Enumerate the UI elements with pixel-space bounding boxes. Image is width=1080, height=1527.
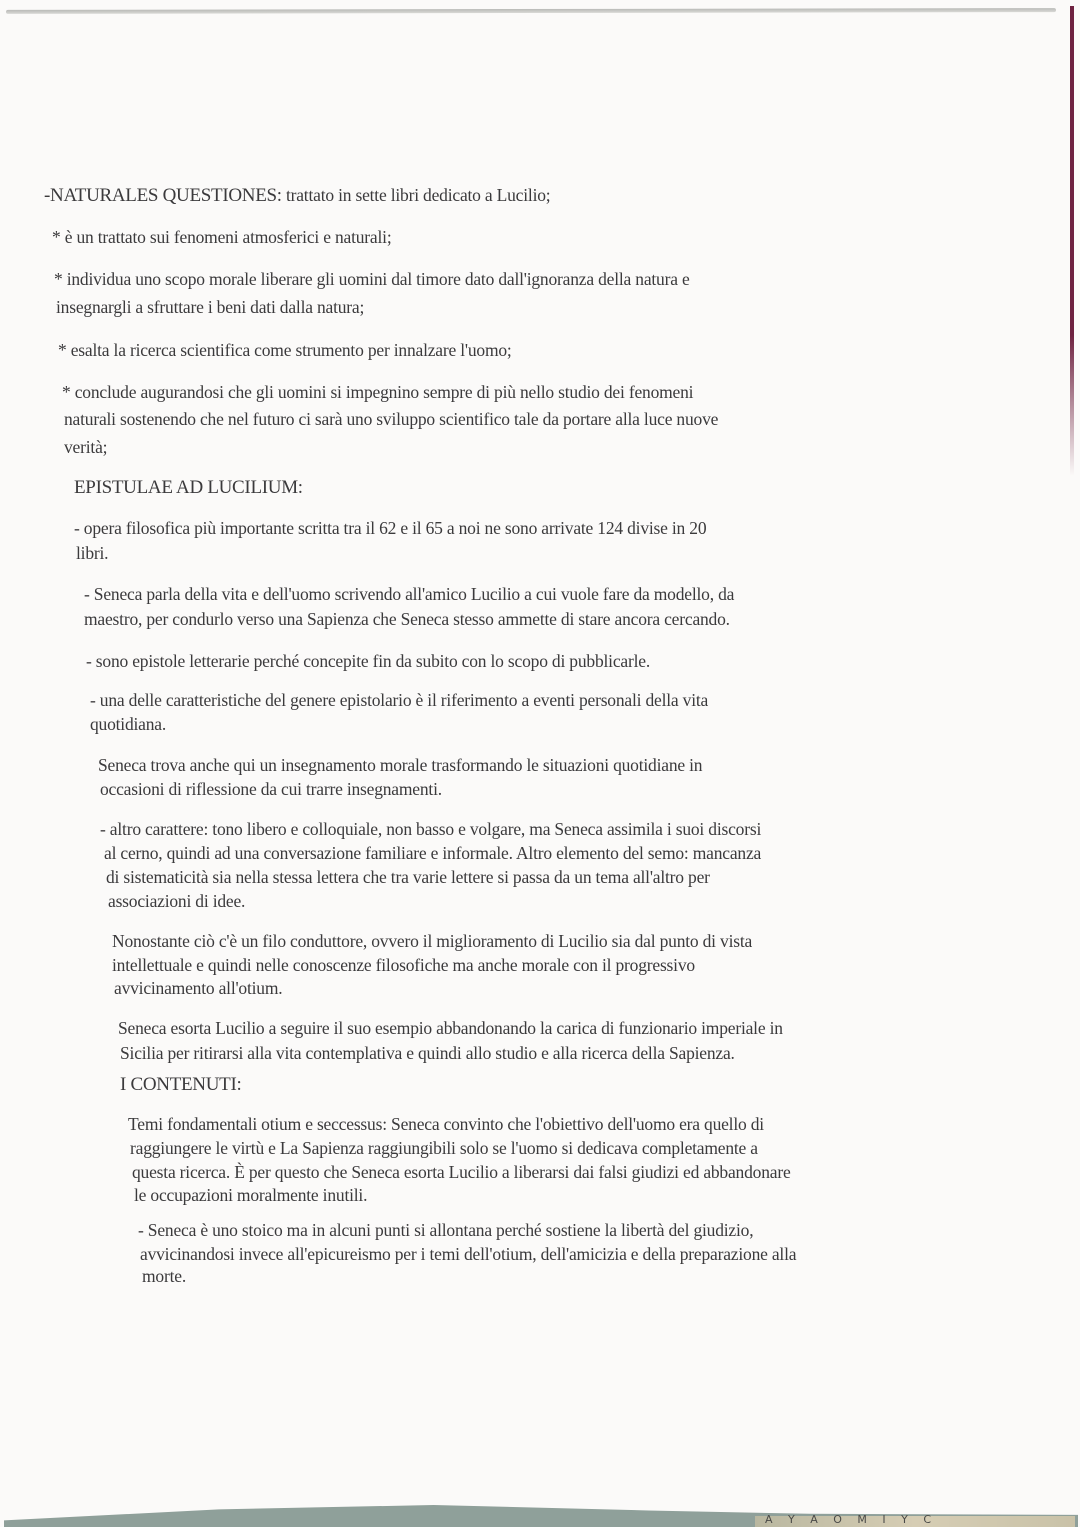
paragraph-line: insegnargli a sfruttare i beni dati dalla natura; <box>56 297 365 317</box>
underlying-page-edge <box>755 1513 1075 1527</box>
paragraph-line: quotidiana. <box>90 714 167 734</box>
paragraph-line: * individua uno scopo morale liberare gli uomini dal timore dato dall'ignoranza della natura e <box>54 269 690 289</box>
paragraph-line: - Seneca è uno stoico ma in alcuni punti si allontana perché sostiene la libertà del giudizio, <box>138 1220 754 1240</box>
paragraph-line: - altro carattere: tono libero e colloquiale, non basso e volgare, ma Seneca assimila i suoi discorsi <box>100 819 762 839</box>
section-heading: EPISTULAE AD LUCILIUM: <box>74 477 303 498</box>
paragraph-line: * esalta la ricerca scientifica come strumento per innalzare l'uomo; <box>58 340 512 360</box>
paragraph-line: associazioni di idee. <box>108 891 246 911</box>
paragraph-line: Seneca trova anche qui un insegnamento morale trasformando le situazioni quotidiane in <box>98 755 703 775</box>
paragraph-line: Sicilia per ritirarsi alla vita contemplativa e quindi allo studio e alla ricerca della Sapienza. <box>120 1043 735 1063</box>
paragraph-line: Nonostante ciò c'è un filo conduttore, ovvero il miglioramento di Lucilio sia dal punto di vista <box>112 931 753 951</box>
paragraph-line: intellettuale e quindi nelle conoscenze filosofiche ma anche morale con il progressivo <box>112 955 695 975</box>
paragraph-line: Temi fondamentali otium e seccessus: Seneca convinto che l'obiettivo dell'uomo era quello di <box>128 1114 764 1134</box>
paragraph-line: al cerno, quindi ad una conversazione familiare e informale. Altro elemento del semo: mancanza <box>104 843 762 863</box>
paragraph-line: avvicinandosi invece all'epicureismo per i temi dell'otium, dell'amicizia e della preparazione alla <box>140 1244 797 1264</box>
page-top-edge <box>6 8 1056 14</box>
paragraph-line: morte. <box>142 1266 186 1286</box>
paragraph-line: - Seneca parla della vita e dell'uomo scrivendo all'amico Lucilio a cui vuole fare da modello, da <box>84 584 735 604</box>
section-heading-desc: trattato in sette libri dedicato a Lucilio; <box>281 185 551 205</box>
paragraph-line: naturali sostenendo che nel futuro ci sarà uno sviluppo scientifico tale da portare alla luce nuove <box>64 409 719 429</box>
paragraph-line: libri. <box>76 543 109 563</box>
paragraph-line: le occupazioni moralmente inutili. <box>134 1185 368 1205</box>
section-heading: I CONTENUTI: <box>120 1074 242 1095</box>
paragraph-line: - opera filosofica più importante scritta tra il 62 e il 65 a noi ne sono arrivate 124 divise in 20 <box>74 518 707 538</box>
paragraph-line: maestro, per condurlo verso una Sapienza che Seneca stesso ammette di stare ancora cercando. <box>84 609 730 629</box>
paragraph-line: - sono epistole letterarie perché concepite fin da subito con lo scopo di pubblicarle. <box>86 651 650 671</box>
paragraph-line: * conclude augurandosi che gli uomini si impegnino sempre di più nello studio dei fenomeni <box>62 382 694 402</box>
paragraph-line: di sistematicità sia nella stessa lettera che tra varie lettere si passa da un tema all'altro per <box>106 867 710 887</box>
paragraph-line: * è un trattato sui fenomeni atmosferici e naturali; <box>52 227 392 247</box>
paragraph-line: - una delle caratteristiche del genere epistolario è il riferimento a eventi personali della vita <box>90 690 709 710</box>
paragraph-line: Seneca esorta Lucilio a seguire il suo esempio abbandonando la carica di funzionario imperiale in <box>118 1018 783 1038</box>
underlying-page-text: A Y A O M I Y C <box>765 1513 938 1526</box>
paragraph-line: avvicinamento all'otium. <box>114 978 283 998</box>
paragraph-line: raggiungere le virtù e La Sapienza raggiungibili solo se l'uomo si dedicava completamente a <box>130 1138 758 1158</box>
binder-edge <box>1070 6 1074 476</box>
paragraph-line: questa ricerca. È per questo che Seneca esorta Lucilio a liberarsi dai falsi giudizi ed abbandonare <box>132 1162 791 1182</box>
paragraph-line: verità; <box>64 437 108 457</box>
paragraph-line: occasioni di riflessione da cui trarre insegnamenti. <box>100 779 442 799</box>
section-heading: -NATURALES QUESTIONES: <box>44 185 282 206</box>
section-naturales-questiones <box>44 183 550 208</box>
